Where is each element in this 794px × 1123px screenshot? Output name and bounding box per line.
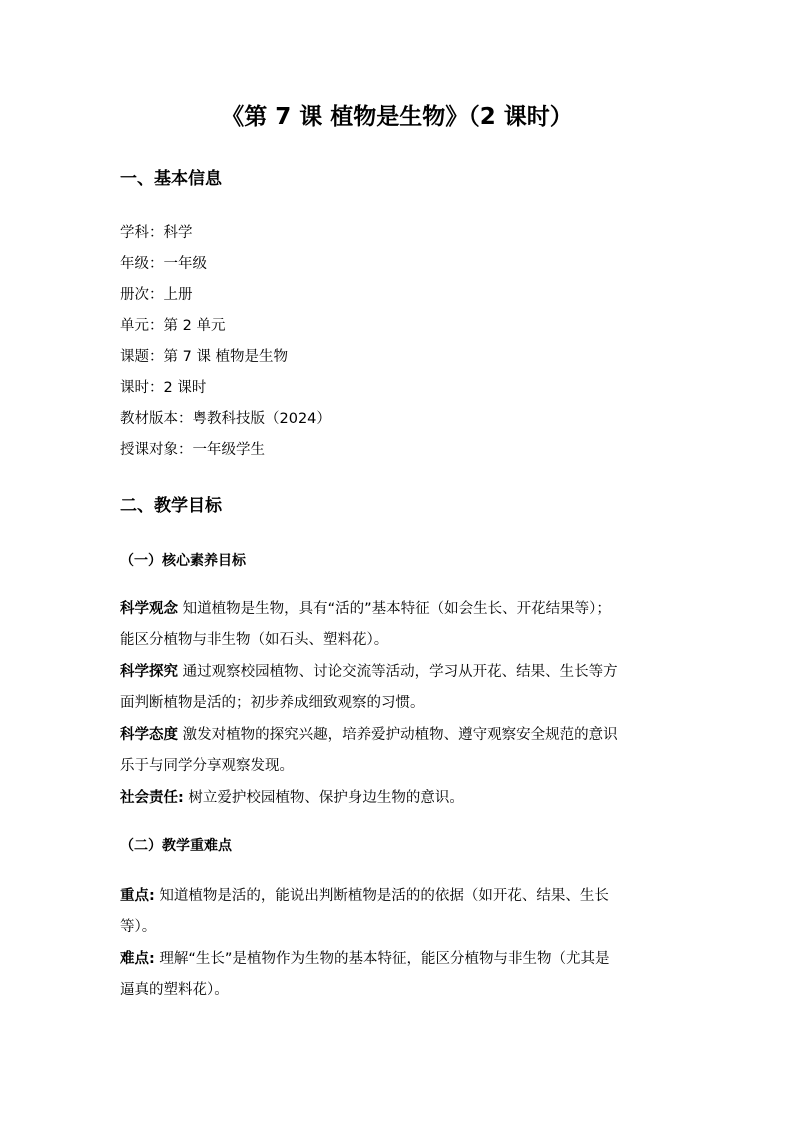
paragraph-line: 面判断植物是活的；初步养成细致观察的习惯。: [120, 695, 425, 711]
section-heading-basic-info: 一、基本信息: [120, 169, 222, 189]
paragraph-line: 乐于与同学分享观察发现。: [120, 758, 294, 774]
subsection-heading-key-points: （二）教学重难点: [120, 838, 232, 854]
paragraph-text: 树立爱护校园植物、保护身边生物的意识。: [183, 790, 464, 806]
paragraph-line: [120, 944, 680, 975]
goal-scientific-attitude: [120, 720, 680, 782]
paragraph-line: [120, 881, 680, 912]
info-volume: 册次：上册: [120, 287, 193, 303]
paragraph-text: 知道植物是生物，具有“活的”基本特征（如会生长、开花结果等）；: [178, 601, 611, 617]
info-lesson: 课题：第 7 课 植物是生物: [120, 349, 289, 365]
key-point: [120, 881, 680, 943]
basic-info-list: [120, 218, 680, 466]
paragraph-text: 理解“生长”是植物作为生物的基本特征，能区分植物与非生物（尤其是: [154, 951, 610, 967]
paragraph-lead: 科学态度: [120, 727, 178, 743]
document-title: 《第 7 课 植物是生物》（2 课时）: [221, 104, 573, 130]
paragraph-text: 激发对植物的探究兴趣，培养爱护动植物、遵守观察安全规范的意识: [178, 727, 618, 743]
paragraph-line: [120, 657, 680, 688]
info-periods: 课时：2 课时: [120, 380, 207, 396]
paragraph-lead: 科学观念: [120, 601, 178, 617]
goal-scientific-concept: [120, 594, 680, 656]
paragraph-line: 等）。: [120, 919, 157, 935]
paragraph-text: 通过观察校园植物、讨论交流等活动，学习从开花、结果、生长等方: [178, 664, 618, 680]
info-subject: 学科：科学: [120, 225, 193, 241]
section-heading-teaching-goals: 二、教学目标: [120, 496, 222, 516]
paragraph-text: 知道植物是活的，能说出判断植物是活的的依据（如开花、结果、生长: [154, 888, 609, 904]
paragraph-lead: 难点:: [120, 951, 155, 967]
paragraph-line: 能区分植物与非生物（如石头、塑料花）。: [120, 632, 389, 648]
paragraph-line: [120, 783, 680, 814]
paragraph-lead: 社会责任:: [120, 790, 184, 806]
paragraph-line: [120, 594, 680, 625]
info-unit: 单元：第 2 单元: [120, 318, 226, 334]
goal-social-responsibility: [120, 783, 680, 814]
difficult-point: [120, 944, 680, 1006]
subsection-heading-core-literacy: （一）核心素养目标: [120, 553, 246, 569]
paragraph-line: [120, 720, 680, 751]
paragraph-line: 逼真的塑料花）。: [120, 982, 229, 998]
paragraph-lead: 重点:: [120, 888, 155, 904]
info-grade: 年级：一年级: [120, 256, 207, 272]
paragraph-lead: 科学探究: [120, 664, 178, 680]
goal-scientific-inquiry: [120, 657, 680, 719]
info-textbook: 教材版本：粤教科技版（2024）: [120, 411, 331, 427]
info-audience: 授课对象：一年级学生: [120, 442, 265, 458]
